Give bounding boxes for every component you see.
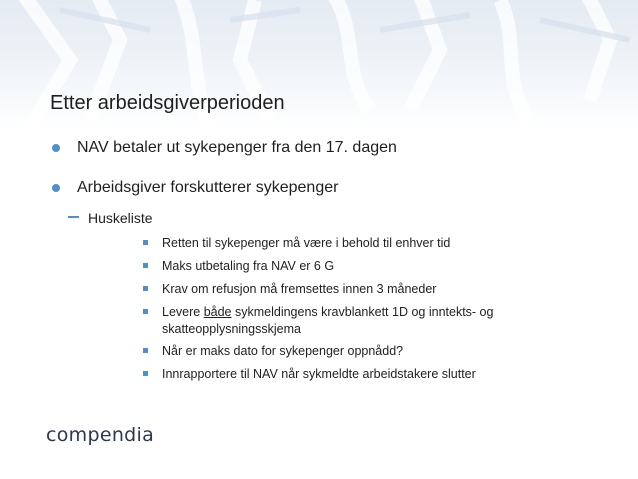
- underlined-word: både: [203, 305, 232, 319]
- checklist-text: Krav om refusjon må fremsettes innen 3 måneder: [162, 282, 437, 296]
- checklist-text: Innrapportere til NAV når sykmeldte arbeidstakere slutter: [162, 367, 476, 381]
- square-bullet-icon: [143, 263, 148, 268]
- square-bullet-icon: [143, 371, 148, 376]
- bullet-text: NAV betaler ut sykepenger fra den 17. dagen: [77, 139, 397, 156]
- compendia-logo: compendia: [46, 424, 155, 446]
- square-bullet-icon: [143, 286, 148, 291]
- checklist-text: Når er maks dato for sykepenger oppnådd?: [162, 344, 404, 358]
- slide-title: Etter arbeidsgiverperioden: [50, 92, 285, 114]
- bullet-text: Arbeidsgiver forskutterer sykepenger: [77, 179, 339, 196]
- square-bullet-icon: [143, 309, 148, 314]
- square-bullet-icon: [143, 240, 148, 245]
- checklist-text: Maks utbetaling fra NAV er 6 G: [162, 259, 335, 273]
- checklist-text: Retten til sykepenger må være i behold til enhver tid: [162, 236, 451, 250]
- bullet-dot-icon: [52, 184, 60, 192]
- checklist-text-pre: Levere: [162, 305, 204, 319]
- square-bullet-icon: [143, 348, 148, 353]
- dash-icon: [68, 216, 79, 218]
- bullet-dot-icon: [52, 144, 60, 152]
- checklist-text: [162, 304, 562, 338]
- checklist-text-post: sykmeldingens kravblankett 1D og inntekts- og skatteopplysningsskjema: [162, 305, 494, 336]
- sub-bullet-text: Huskeliste: [88, 210, 153, 226]
